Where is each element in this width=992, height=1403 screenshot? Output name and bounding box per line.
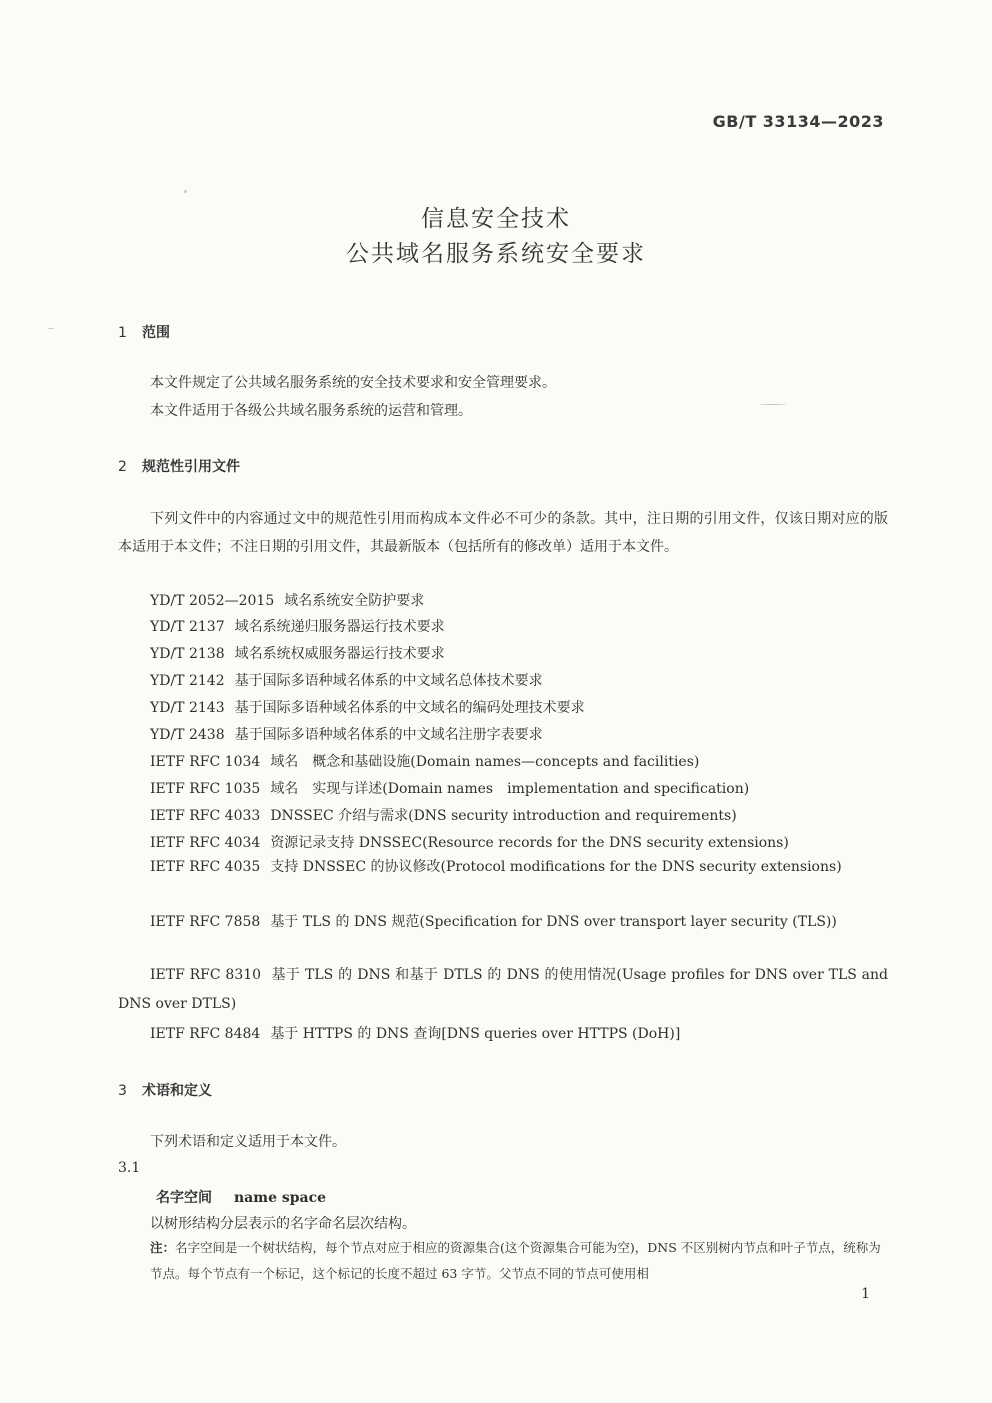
section-heading-normative-references (118, 456, 240, 476)
reference-title: 基于国际多语种域名体系的中文域名的编码处理技术要求 (234, 700, 585, 716)
reference-code: YD/T 2137 (150, 619, 225, 635)
term-chinese: 名字空间 (156, 1190, 212, 1206)
terms-intro: 下列术语和定义适用于本文件。 (150, 1134, 346, 1150)
reference-item (118, 908, 888, 937)
note-label: 注： (150, 1240, 176, 1255)
references-intro: 下列文件中的内容通过文中的规范性引用而构成本文件必不可少的条款。其中，注日期的引用文件，仅该日期对应的版本适用于本文件；不注日期的引用文件，其最新版本（包括所有的修改单）适用于本文件。 (118, 511, 888, 555)
reference-title: 基于国际多语种域名体系的中文域名总体技术要求 (234, 673, 543, 689)
reference-item (150, 590, 424, 610)
document-title-line2: 公共域名服务系统安全要求 (346, 241, 646, 267)
reference-item (150, 751, 699, 771)
reference-code: IETF RFC 1035 (150, 781, 261, 797)
section-title: 规范性引用文件 (142, 459, 240, 475)
reference-code: IETF RFC 1034 (150, 754, 261, 770)
reference-title: 域名系统权威服务器运行技术要求 (234, 646, 445, 662)
scan-speck (48, 328, 54, 329)
reference-item (150, 697, 585, 717)
reference-code: IETF RFC 8484 (150, 1026, 261, 1042)
reference-title: 基于国际多语种域名体系的中文域名注册字表要求 (234, 727, 543, 743)
document-title-line1: 信息安全技术 (421, 206, 571, 232)
reference-item (150, 778, 749, 798)
section-heading-terms (118, 1080, 212, 1100)
reference-code: IETF RFC 7858 (150, 914, 261, 930)
scan-speck (760, 404, 786, 405)
section-number: 2 (118, 459, 127, 475)
reference-code: IETF RFC 4034 (150, 835, 261, 851)
section-number: 1 (118, 325, 127, 341)
paragraph: 本文件规定了公共域名服务系统的安全技术要求和安全管理要求。 (150, 375, 556, 391)
term-note (150, 1235, 888, 1287)
reference-code: YD/T 2438 (150, 727, 225, 743)
reference-title: 资源记录支持 DNSSEC(Resource records for the DNS security extensions) (270, 835, 789, 851)
reference-code: YD/T 2143 (150, 700, 225, 716)
note-text: 名字空间是一个树状结构，每个节点对应于相应的资源集合(这个资源集合可能为空)，DNS 不区别树内节点和叶子节点，统称为节点。每个节点有一个标记，这个标记的长度不超过 63 字节。父节点不同的节点可使用相 (150, 1240, 881, 1281)
reference-item (118, 853, 888, 882)
term-english: name space (234, 1190, 327, 1206)
paragraph: 本文件适用于各级公共域名服务系统的运营和管理。 (150, 403, 472, 419)
standard-number: GB/T 33134—2023 (712, 112, 884, 131)
reference-title: 域名 概念和基础设施(Domain names—concepts and facilities) (270, 754, 700, 770)
term-title (156, 1187, 326, 1207)
reference-code: YD/T 2138 (150, 646, 225, 662)
reference-title: DNSSEC 介绍与需求(DNS security introduction and requirements) (270, 808, 737, 824)
reference-item (150, 832, 789, 852)
reference-item (150, 805, 737, 825)
reference-item (150, 616, 445, 636)
reference-code: IETF RFC 4035 (150, 859, 261, 875)
reference-code: YD/T 2142 (150, 673, 225, 689)
reference-title: 域名系统安全防护要求 (284, 593, 425, 609)
reference-code: IETF RFC 8310 (150, 967, 262, 983)
reference-title: 域名系统递归服务器运行技术要求 (234, 619, 445, 635)
section-title: 范围 (142, 325, 170, 341)
reference-item (150, 724, 543, 744)
reference-code: IETF RFC 4033 (150, 808, 261, 824)
section-number: 3 (118, 1083, 127, 1099)
reference-item (150, 670, 543, 690)
reference-item (150, 1023, 680, 1043)
reference-item (118, 961, 888, 1019)
section-heading-scope (118, 322, 170, 342)
scan-speck (184, 190, 187, 193)
term-number: 3.1 (118, 1160, 141, 1176)
section-title: 术语和定义 (142, 1083, 212, 1099)
reference-title: 基于 TLS 的 DNS 规范(Specification for DNS over transport layer security (TLS)) (270, 914, 837, 930)
reference-title: 基于 TLS 的 DNS 和基于 DTLS 的 DNS 的使用情况(Usage profiles for DNS over TLS and DNS over DTLS) (118, 967, 888, 1012)
reference-title: 支持 DNSSEC 的协议修改(Protocol modifications for the DNS security extensions) (270, 859, 842, 875)
reference-code: YD/T 2052—2015 (150, 593, 275, 609)
reference-item (150, 643, 445, 663)
reference-title: 基于 HTTPS 的 DNS 查询[DNS queries over HTTPS (DoH)] (270, 1026, 681, 1042)
term-definition: 以树形结构分层表示的名字命名层次结构。 (150, 1216, 416, 1232)
reference-title: 域名 实现与详述(Domain names implementation and specification) (270, 781, 750, 797)
page-number: 1 (861, 1286, 870, 1302)
